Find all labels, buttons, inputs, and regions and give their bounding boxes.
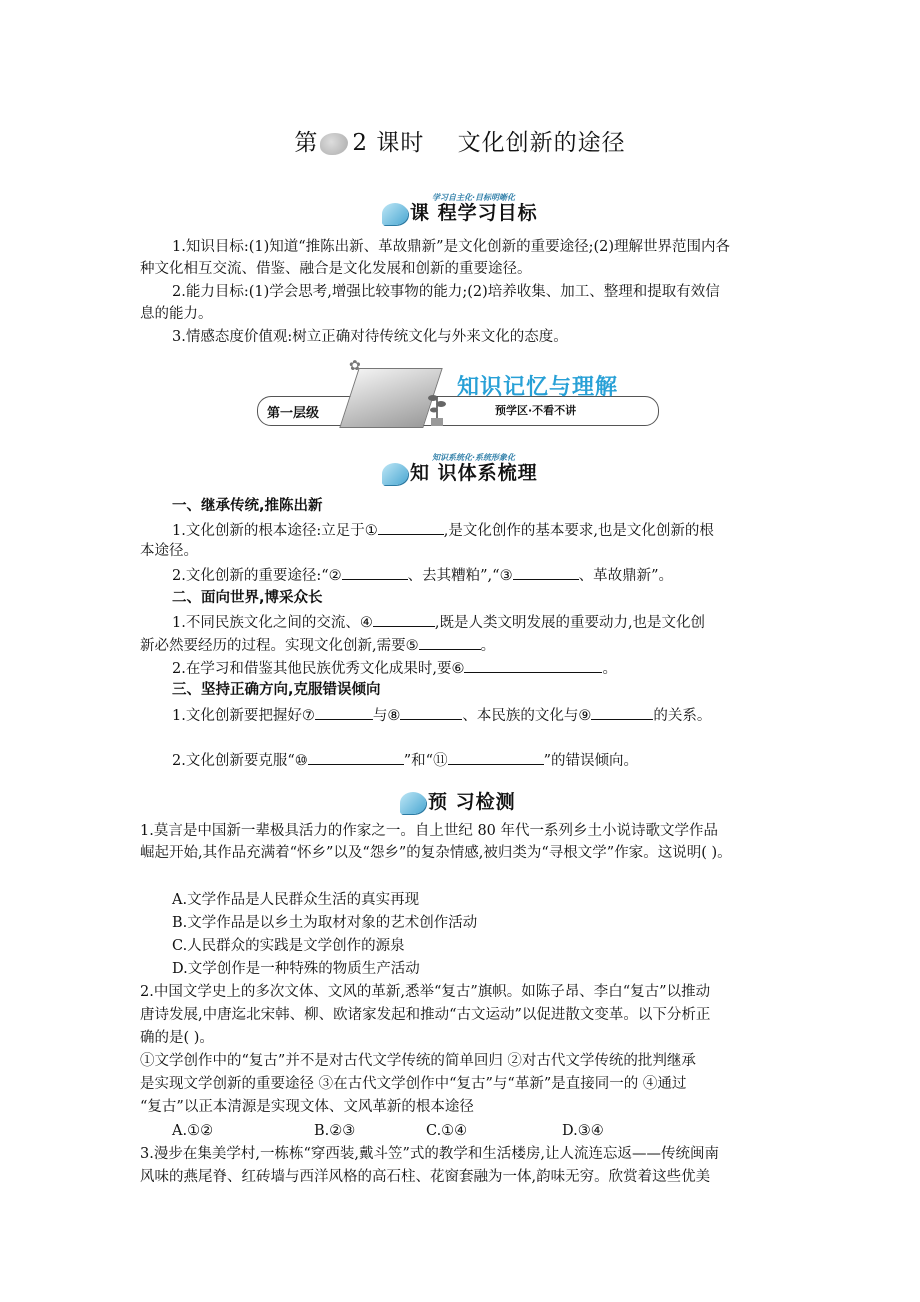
speech-bubble-icon <box>382 203 408 225</box>
question-2-line: “复古”以正本清源是实现文体、文风革新的根本途径 <box>140 1099 474 1115</box>
option-d[interactable]: D.文学创作是一种特殊的物质生产活动 <box>172 961 420 977</box>
answer-blank[interactable] <box>342 563 408 580</box>
section-heading: 三、坚持正确方向,克服错误倾向 <box>172 682 381 698</box>
banner-title: 知 识体系梳理 <box>410 462 538 484</box>
banner-preview-check <box>400 787 516 814</box>
text: 的关系。 <box>653 708 712 724</box>
blank-number: ③ <box>499 568 513 584</box>
answer-blank[interactable] <box>378 518 444 535</box>
option-b[interactable]: B.②③ <box>314 1123 356 1139</box>
text: 2.在学习和借鉴其他民族优秀文化成果时,要 <box>172 661 452 677</box>
text: ,既是人类文明发展的重要动力,也是文化创 <box>434 615 706 631</box>
text: ”和“ <box>403 753 434 769</box>
text: 与 <box>372 708 388 724</box>
blank-number: ⑩ <box>294 753 308 769</box>
butterfly-icon: ✿ <box>349 358 361 374</box>
answer-blank[interactable] <box>373 610 435 627</box>
speech-bubble-icon <box>400 792 426 814</box>
blank-number: ① <box>364 523 378 539</box>
section-heading: 一、继承传统,推陈出新 <box>172 498 323 514</box>
blank-number: ⑥ <box>451 661 465 677</box>
title-prefix: 第 <box>294 130 319 156</box>
objective-line: 3.情感态度价值观:树立正确对待传统文化与外来文化的态度。 <box>172 329 568 345</box>
question-1-line: 崛起开始,其作品充满着“怀乡”以及“怨乡”的复杂情感,被归类为“寻根文学”作家。这说明( )。 <box>140 845 732 861</box>
objective-line: 2.能力目标:(1)学会思考,增强比较事物的能力;(2)培养收集、加工、整理和提取有效信 <box>172 284 720 300</box>
text: ,是文化创作的基本要求,也是文化创新的根 <box>443 523 714 539</box>
option-a[interactable]: A.①② <box>172 1123 214 1139</box>
question-3-line: 风味的燕尾脊、红砖墙与西洋风格的高石柱、花窗套融为一体,韵味无穷。欣赏着这些优美 <box>140 1169 711 1185</box>
text: 2.文化创新要克服“ <box>172 753 295 769</box>
blank-number: ② <box>328 568 342 584</box>
blank-number: ⑨ <box>578 708 592 724</box>
fill-line <box>140 748 780 772</box>
fill-line: 本途径。 <box>140 543 198 559</box>
question-2-line: ①文学创作中的“复古”并不是对古代文学传统的简单回归 ②对古代文学传统的批判继承 <box>140 1053 696 1069</box>
answer-blank[interactable] <box>591 703 653 720</box>
text: 、去其糟粕”,“ <box>407 568 500 584</box>
blank-number: ⑤ <box>405 638 419 654</box>
option-a[interactable]: A.文学作品是人民群众生活的真实再现 <box>172 892 420 908</box>
text: 1.不同民族文化之间的交流、 <box>172 615 360 631</box>
answer-blank[interactable] <box>308 748 404 765</box>
question-1-line: 1.莫言是中国新一辈极具活力的作家之一。自上世纪 80 年代一系列乡土小说诗歌文学作品 <box>140 823 718 839</box>
option-d[interactable]: D.③④ <box>562 1123 604 1139</box>
speech-bubble-icon <box>382 463 408 485</box>
text: 新必然要经历的过程。实现文化创新,需要 <box>140 638 406 654</box>
fill-line <box>140 633 780 657</box>
decorative-blob-icon <box>320 133 348 155</box>
layer-title: 知识记忆与理解 <box>457 375 619 400</box>
answer-blank[interactable] <box>315 703 373 720</box>
option-c[interactable]: C.人民群众的实践是文学创作的源泉 <box>172 938 405 954</box>
option-c[interactable]: C.①④ <box>426 1123 468 1139</box>
blank-number: ⑪ <box>433 753 448 769</box>
question-2-line: 是实现文学创新的重要途径 ③在古代文学创作中“复古”与“革新”是直接同一的 ④通过 <box>140 1076 687 1092</box>
fill-line <box>140 518 780 542</box>
banner-knowledge-system <box>382 453 538 485</box>
text: 2.文化创新的重要途径:“ <box>172 568 329 584</box>
banner-title: 课 程学习目标 <box>410 202 538 224</box>
layer-level-label: 第一层级 <box>267 406 320 421</box>
banner-title: 预 习检测 <box>428 791 516 813</box>
objective-line: 息的能力。 <box>140 306 213 322</box>
answer-blank[interactable] <box>513 563 579 580</box>
text: 、本民族的文化与 <box>462 708 579 724</box>
banner-subtitle: 学习自主化·目标明晰化 <box>432 193 516 202</box>
fill-line <box>140 610 780 634</box>
answer-blank[interactable] <box>419 633 481 650</box>
layer-banner <box>257 358 662 438</box>
fill-line <box>140 703 780 727</box>
question-2-line: 确的是( )。 <box>140 1030 214 1046</box>
plant-icon <box>427 384 447 426</box>
text: 1.文化创新要把握好 <box>172 708 302 724</box>
text: ”的错误倾向。 <box>543 753 638 769</box>
title-lesson: 2 课时 <box>352 130 425 156</box>
answer-blank[interactable] <box>464 656 602 673</box>
text: 。 <box>480 638 496 654</box>
banner-subtitle: 知识系统化·系统形象化 <box>432 453 516 462</box>
blank-number: ⑧ <box>387 708 401 724</box>
question-2-line: 2.中国文学史上的多次文体、文风的革新,悉举“复古”旗帜。如陈子昂、李白“复古”以推动 <box>140 984 711 1000</box>
text: 、革故鼎新”。 <box>578 568 673 584</box>
title-name: 文化创新的途径 <box>457 130 626 156</box>
objective-line: 种文化相互交流、借鉴、融合是文化发展和创新的重要途径。 <box>140 261 532 277</box>
answer-blank[interactable] <box>448 748 544 765</box>
section-heading: 二、面向世界,博采众长 <box>172 590 323 606</box>
page-title <box>0 124 920 157</box>
layer-subtitle: 预学区·不看不讲 <box>495 404 577 417</box>
blank-number: ⑦ <box>301 708 315 724</box>
text: 1.文化创新的根本途径:立足于 <box>172 523 365 539</box>
objective-line: 1.知识目标:(1)知道“推陈出新、革故鼎新”是文化创新的重要途径;(2)理解世界范围内各 <box>172 239 731 255</box>
fill-line <box>140 656 780 680</box>
banner-course-objectives <box>382 193 538 225</box>
text: 。 <box>602 661 617 677</box>
option-b[interactable]: B.文学作品是以乡土为取材对象的艺术创作活动 <box>172 915 478 931</box>
answer-blank[interactable] <box>400 703 462 720</box>
question-2-line: 唐诗发展,中唐迄北宋韩、柳、欧诸家发起和推动“古文运动”以促进散文变革。以下分析正 <box>140 1007 711 1023</box>
fill-line <box>140 563 780 587</box>
question-3-line: 3.漫步在集美学村,一栋栋“穿西装,戴斗笠”式的教学和生活楼房,让人流连忘返——传统闽南 <box>140 1146 719 1162</box>
blank-number: ④ <box>359 615 373 631</box>
